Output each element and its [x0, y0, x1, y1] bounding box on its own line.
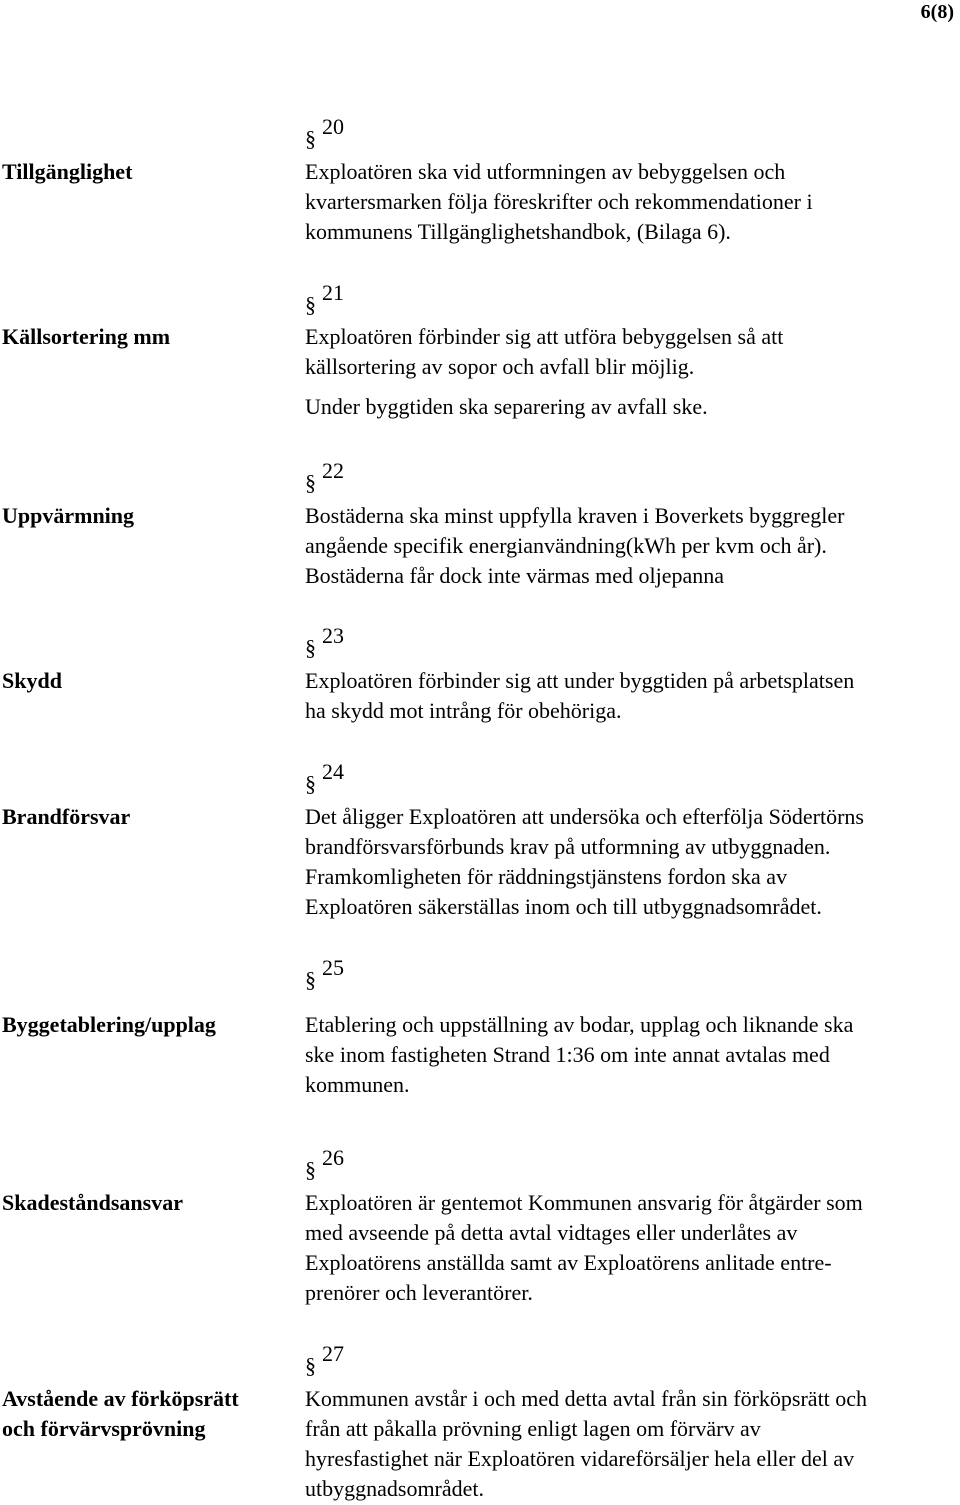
- section-number-26: § 26: [305, 1143, 344, 1185]
- body-line: Det åligger Exploatören att undersöka och efterfölja Södertörns: [305, 804, 864, 829]
- section-sign-icon: §: [305, 126, 316, 151]
- body-line: angående specifik energianvändning(kWh per kvm och år).: [305, 533, 827, 558]
- body-line: Etablering och uppställning av bodar, upplag och liknande ska: [305, 1012, 854, 1037]
- section-number-27: § 27: [305, 1339, 344, 1381]
- body-line: prenörer och leverantörer.: [305, 1280, 533, 1305]
- body-line: Exploatören förbinder sig att utföra bebyggelsen så att: [305, 324, 784, 349]
- section-number-20: § 20: [305, 112, 344, 154]
- body-line: hyresfastighet när Exploatören vidareförsäljer hela eller del av: [305, 1446, 855, 1471]
- body-line: brandförsvarsförbunds krav på utformning av utbyggnaden.: [305, 834, 831, 859]
- side-heading-kallsortering: Källsortering mm: [2, 324, 171, 349]
- section-number-23: § 23: [305, 621, 344, 663]
- body-line: Exploatören säkerställas inom och till utbyggnadsområdet.: [305, 894, 822, 919]
- section-body-26: [305, 1188, 960, 1308]
- section-body-25: [305, 1010, 960, 1100]
- body-line: Bostäderna ska minst uppfylla kraven i Boverkets byggregler: [305, 503, 845, 528]
- section-sign-icon: §: [305, 967, 316, 992]
- body-line: ske inom fastigheten Strand 1:36 om inte annat avtalas med: [305, 1042, 830, 1067]
- section-number-21: § 21: [305, 278, 344, 320]
- body-line: Framkomligheten för räddningstjänstens fordon ska av: [305, 864, 788, 889]
- body-line: utbyggnadsområdet.: [305, 1476, 485, 1501]
- section-sign-icon: §: [305, 771, 316, 796]
- section-sign-icon: §: [305, 1157, 316, 1182]
- body-line: Exploatören är gentemot Kommunen ansvarig för åtgärder som: [305, 1190, 863, 1215]
- body-line: källsortering av sopor och avfall blir möjlig.: [305, 354, 695, 379]
- section-number-25: § 25: [305, 953, 344, 995]
- section-number-22: § 22: [305, 456, 344, 498]
- section-sign-icon: §: [305, 470, 316, 495]
- body-line: kvartersmarken följa föreskrifter och rekommendationer i: [305, 189, 813, 214]
- section-sign-icon: §: [305, 635, 316, 660]
- side-heading-line: Avstående av förköpsrätt: [2, 1386, 239, 1411]
- side-heading-line: och förvärvsprövning: [2, 1416, 206, 1441]
- section-sign-icon: §: [305, 292, 316, 317]
- body-line: Exploatören förbinder sig att under byggtiden på arbetsplatsen: [305, 668, 855, 693]
- side-heading-uppvarmning: Uppvärmning: [2, 503, 135, 528]
- side-heading-skadestandsansvar: Skadeståndsansvar: [2, 1190, 183, 1215]
- page-number: 6(8): [920, 1, 954, 23]
- section-body-22: [305, 501, 960, 591]
- side-heading-skydd: Skydd: [2, 668, 62, 693]
- body-line: Under byggtiden ska separering av avfall ske.: [305, 394, 708, 419]
- body-line: Exploatörens anställda samt av Exploatörens anlitade entre-: [305, 1250, 832, 1275]
- body-line: med avseende på detta avtal vidtages eller underlåtes av: [305, 1220, 798, 1245]
- section-body-24: [305, 802, 960, 922]
- body-line: Bostäderna får dock inte värmas med oljepanna: [305, 563, 725, 588]
- section-body-21: [305, 322, 960, 422]
- body-line: Kommunen avstår i och med detta avtal från sin förköpsrätt och: [305, 1386, 868, 1411]
- body-line: från att påkalla prövning enligt lagen om förvärv av: [305, 1416, 761, 1441]
- section-body-20: [305, 157, 960, 247]
- body-line: kommunens Tillgänglighetshandbok, (Bilaga 6).: [305, 219, 731, 244]
- side-heading-tillganglighet: Tillgänglighet: [2, 159, 133, 184]
- section-number-24: § 24: [305, 757, 344, 799]
- body-line: Exploatören ska vid utformningen av bebyggelsen och: [305, 159, 786, 184]
- body-line: kommunen.: [305, 1072, 410, 1097]
- body-line: ha skydd mot intrång för obehöriga.: [305, 698, 622, 723]
- side-heading-forkopsratt: [2, 1384, 239, 1444]
- side-heading-brandforsvar: Brandförsvar: [2, 804, 131, 829]
- section-sign-icon: §: [305, 1353, 316, 1378]
- section-body-23: [305, 666, 960, 726]
- section-body-27: [305, 1384, 960, 1504]
- side-heading-byggetablering: Byggetablering/upplag: [2, 1012, 216, 1037]
